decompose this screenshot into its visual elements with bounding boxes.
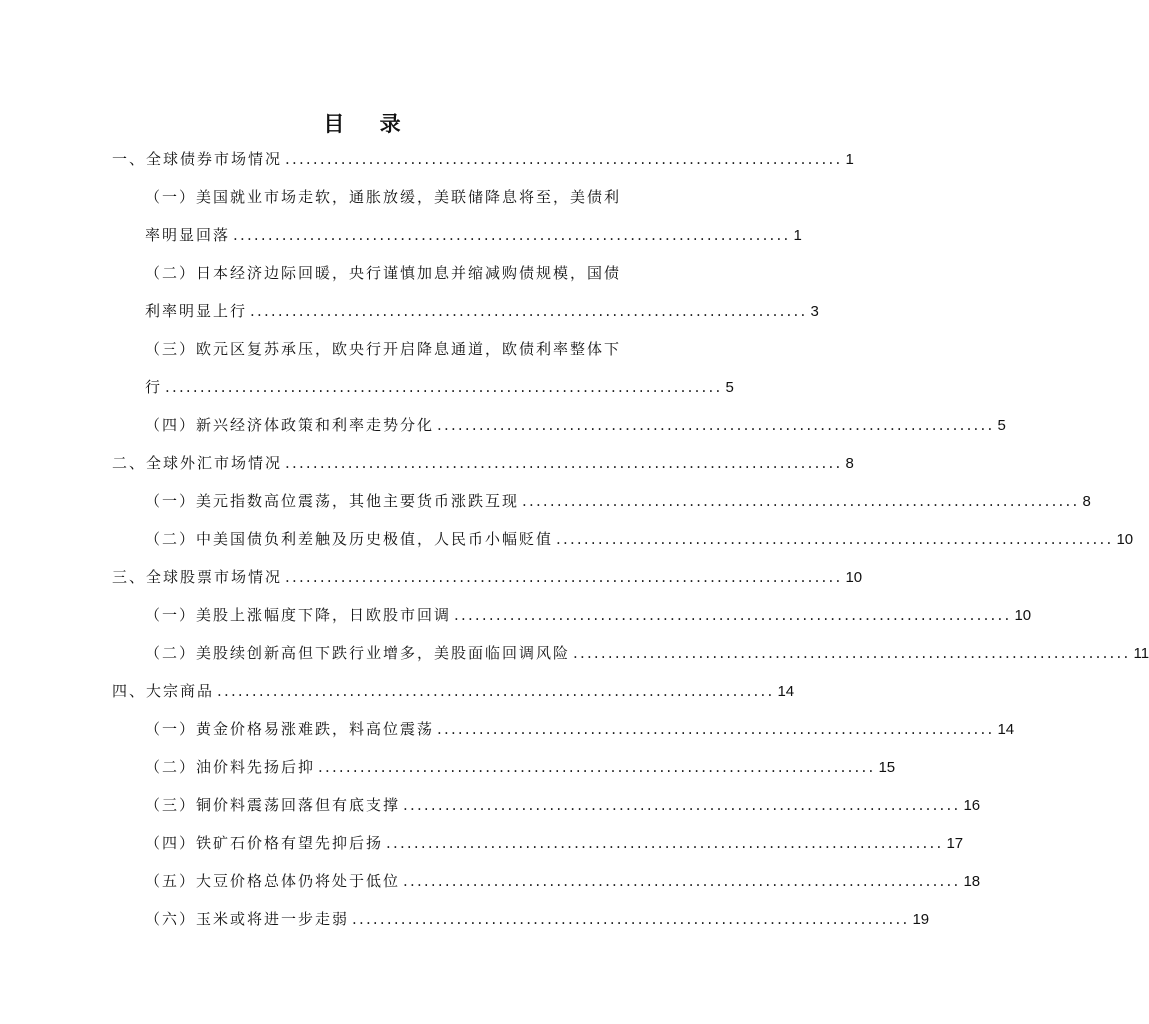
toc-leader-dots: ................................................................................ [352,910,910,928]
toc-page-number: 11 [1133,645,1149,662]
toc-leader-dots: ................................................................................ [285,454,843,472]
toc-page-number: 8 [845,455,854,472]
toc-entry-iron-ore[interactable] [145,832,964,855]
toc-page-number: 14 [777,683,795,700]
toc-leader-dots: ................................................................................ [437,416,995,434]
toc-entry-eurozone-line1[interactable]: （三）欧元区复苏承压，欧央行开启降息通道，欧债利率整体下 [145,340,622,358]
toc-leader-dots: ................................................................................ [217,682,775,700]
toc-leader-dots: ................................................................................ [386,834,944,852]
toc-entry-stock-market[interactable] [112,566,863,589]
toc-page-number: 10 [1014,607,1032,624]
toc-page-number: 16 [963,797,981,814]
toc-page-number: 10 [1116,531,1134,548]
toc-leader-dots: ................................................................................ [437,720,995,738]
toc-leader-dots: ................................................................................ [573,644,1131,662]
toc-page-number: 5 [725,379,734,396]
toc-entry-text: （二）油价料先扬后抑 [145,758,316,776]
toc-leader-dots: ................................................................................ [522,492,1080,510]
toc-entry-text: （二）美股续创新高但下跌行业增多，美股面临回调风险 [145,644,571,662]
toc-page-number: 3 [810,303,819,320]
toc-page-number: 19 [912,911,930,928]
toc-entry-text: （四）铁矿石价格有望先抑后扬 [145,834,384,852]
toc-entry-text: （四）新兴经济体政策和利率走势分化 [145,416,435,434]
toc-entry-text: 利率明显上行 [145,302,248,320]
toc-entry-emerging[interactable] [145,414,1006,437]
toc-entry-text: 率明显回落 [145,226,231,244]
toc-page-number: 8 [1082,493,1091,510]
toc-page-number: 1 [845,151,854,168]
toc-page-number: 10 [845,569,863,586]
toc-page-number: 15 [878,759,896,776]
toc-entry-text: （三）铜价料震荡回落但有底支撑 [145,796,401,814]
toc-leader-dots: ................................................................................ [285,150,843,168]
toc-entry-text: 三、全球股票市场情况 [112,568,283,586]
toc-leader-dots: ................................................................................ [454,606,1012,624]
toc-entry-eurozone[interactable] [145,376,734,399]
toc-entry-text: 行 [145,378,163,396]
toc-entry-text: （一）黄金价格易涨难跌，料高位震荡 [145,720,435,738]
toc-leader-dots: ................................................................................ [556,530,1114,548]
toc-entry-commodities[interactable] [112,680,795,703]
toc-entry-japan-line1[interactable]: （二）日本经济边际回暖，央行谨慎加息并缩减购债规模，国债 [145,264,622,282]
toc-entry-us-bonds-line1[interactable]: （一）美国就业市场走软，通胀放缓，美联储降息将至，美债利 [145,188,622,206]
toc-entry-corn[interactable] [145,908,930,931]
toc-entry-us-bonds[interactable] [145,224,802,247]
toc-entry-oil[interactable] [145,756,896,779]
toc-page-number: 1 [793,227,802,244]
toc-entry-text: （一）美元指数高位震荡，其他主要货币涨跌互现 [145,492,520,510]
toc-entry-us-stocks-gain[interactable] [145,604,1032,627]
toc-entry-text: （六）玉米或将进一步走弱 [145,910,350,928]
toc-entry-text: 二、全球外汇市场情况 [112,454,283,472]
toc-entry-japan[interactable] [145,300,819,323]
toc-entry-text: （五）大豆价格总体仍将处于低位 [145,872,401,890]
toc-entry-gold[interactable] [145,718,1015,741]
toc-leader-dots: ................................................................................ [250,302,808,320]
toc-entry-rmb[interactable] [145,528,1134,551]
toc-leader-dots: ................................................................................ [285,568,843,586]
toc-leader-dots: ................................................................................ [403,872,961,890]
toc-entry-soybean[interactable] [145,870,981,893]
toc-leader-dots: ................................................................................ [165,378,723,396]
toc-entry-text: （一）美股上涨幅度下降，日欧股市回调 [145,606,452,624]
toc-entry-text: 一、全球债券市场情况 [112,150,283,168]
toc-leader-dots: ................................................................................ [233,226,791,244]
toc-leader-dots: ................................................................................ [318,758,876,776]
toc-title: 目 录 [323,112,415,136]
toc-entry-us-stocks-risk[interactable] [145,642,1149,665]
toc-entry-copper[interactable] [145,794,981,817]
toc-entry-bond-market[interactable] [112,148,854,171]
toc-entry-text: （二）中美国债负利差触及历史极值，人民币小幅贬值 [145,530,554,548]
toc-page-number: 5 [997,417,1006,434]
toc-page-number: 18 [963,873,981,890]
toc-entry-usd-index[interactable] [145,490,1091,513]
toc-page-number: 14 [997,721,1015,738]
toc-entry-fx-market[interactable] [112,452,854,475]
toc-entry-text: 四、大宗商品 [112,682,215,700]
toc-leader-dots: ................................................................................ [403,796,961,814]
toc-page-number: 17 [946,835,964,852]
